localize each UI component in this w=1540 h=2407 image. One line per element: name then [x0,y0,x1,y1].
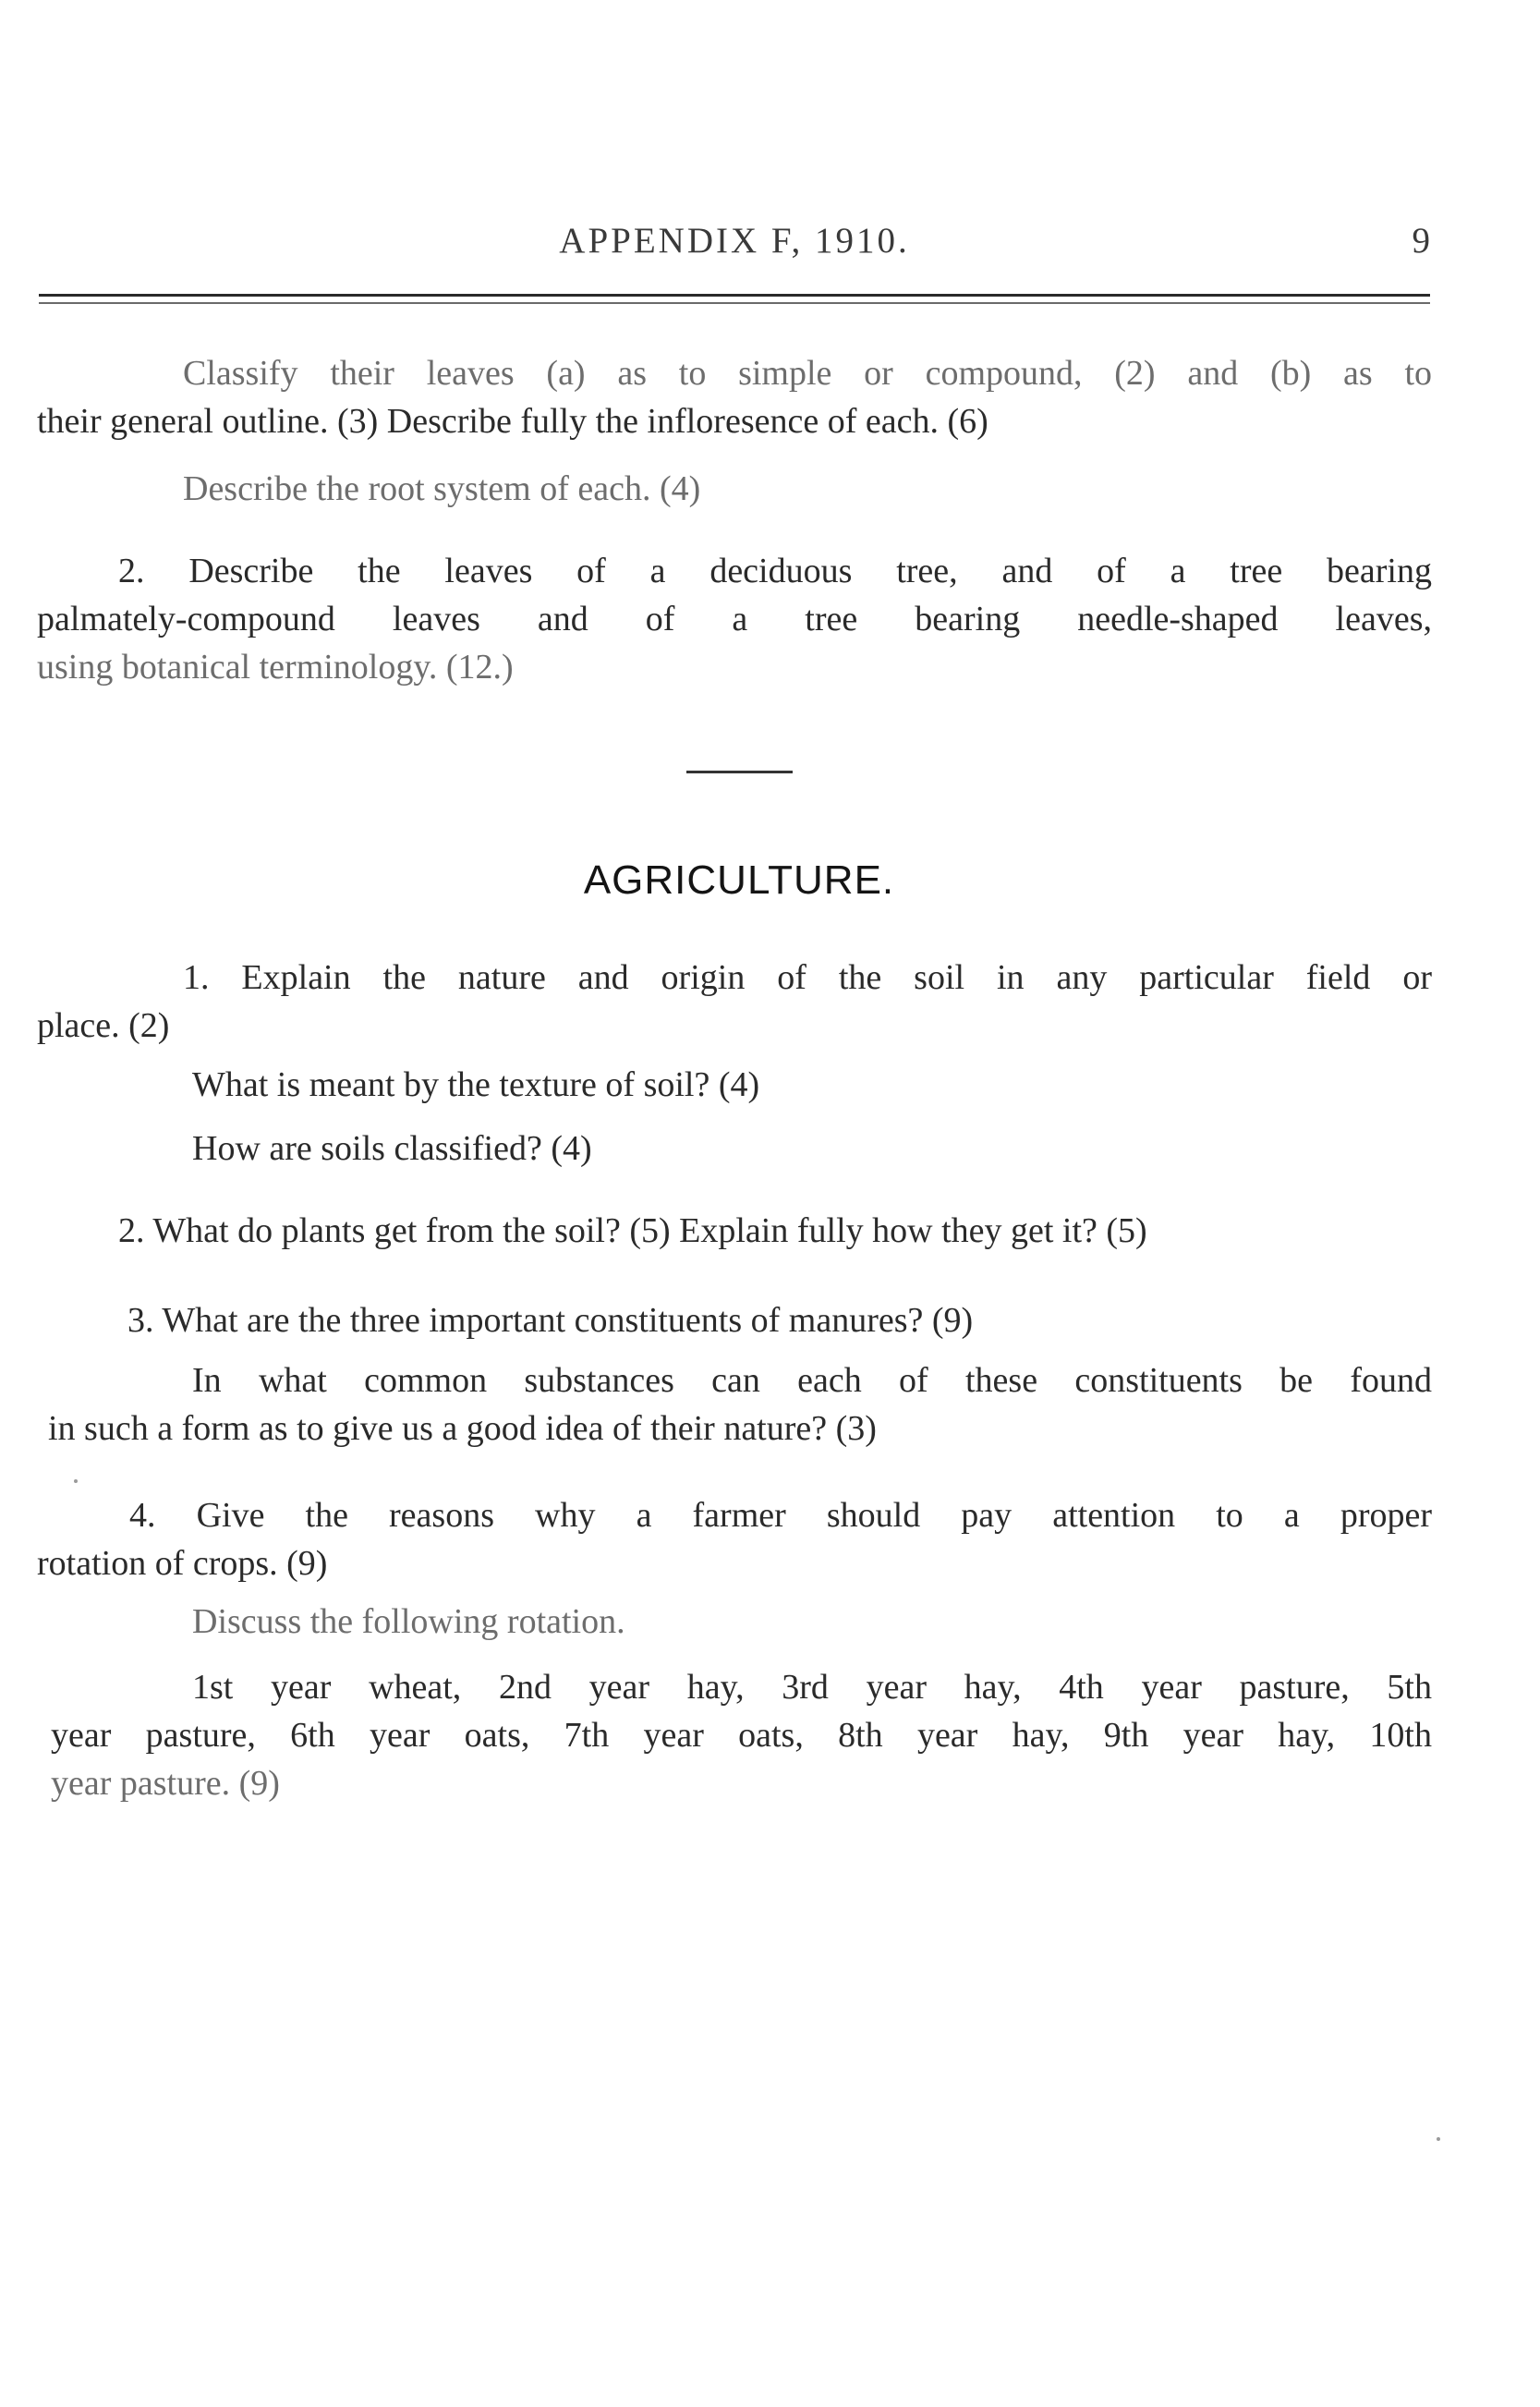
agriculture-question-3 [37,1296,1432,1344]
paragraph-line: 1st year wheat, 2nd year hay, 3rd year hay, 4th year pasture, 5th [192,1668,1432,1707]
paragraph-line: 2. Describe the leaves of a deciduous tree, and of a tree bearing [118,552,1432,590]
paragraph-line: Describe the root system of each. (4) [183,469,701,508]
paragraph-line: What is meant by the texture of soil? (4) [192,1065,760,1104]
paper-speck [1437,2137,1440,2141]
running-head [39,220,1430,275]
paragraph-line: palmately-compound leaves and of a tree bearing needle-shaped leaves, [37,600,1432,638]
botany-paragraph-root-system [37,465,1432,513]
botany-question-2 [37,547,1432,691]
paragraph-line: In what common substances can each of these constituents be found [192,1361,1432,1400]
paragraph-line: 3. What are the three important constituents of manures? (9) [127,1301,974,1340]
section-divider [686,771,793,773]
agriculture-question-1-classified [37,1124,1432,1173]
paragraph-line: year pasture. (9) [51,1764,280,1803]
agriculture-question-4-discuss [37,1598,1432,1646]
paragraph-line: How are soils classified? (4) [192,1129,592,1168]
header-rule-bottom [39,302,1430,304]
paragraph-line: using botanical terminology. (12.) [37,648,514,687]
paper-speck [74,1479,78,1483]
paragraph-line: Discuss the following rotation. [192,1602,625,1641]
page-number: 9 [1412,221,1430,261]
agriculture-question-1-texture [37,1061,1432,1109]
paragraph-line: 4. Give the reasons why a farmer should pay attention to a proper [129,1496,1432,1535]
section-title-agriculture: AGRICULTURE. [583,857,895,903]
agriculture-question-2 [37,1207,1432,1255]
agriculture-question-4-rotation [37,1663,1432,1807]
agriculture-question-3-substances [37,1356,1432,1453]
agriculture-question-1 [37,954,1432,1050]
paragraph-line: 2. What do plants get from the soil? (5) Explain fully how they get it? (5) [118,1211,1147,1250]
agriculture-question-4 [37,1491,1432,1587]
paragraph-line: their general outline. (3) Describe fully the infloresence of each. (6) [37,402,988,441]
paragraph-line: in such a form as to give us a good idea of their nature? (3) [48,1409,877,1448]
paragraph-line: 1. Explain the nature and origin of the soil in any particular field or [183,958,1432,997]
paragraph-line: year pasture, 6th year oats, 7th year oats, 8th year hay, 9th year hay, 10th [51,1716,1432,1755]
header-rule-top [39,294,1430,297]
botany-paragraph-classify [37,349,1432,445]
running-head-title: APPENDIX F, 1910. [559,221,910,261]
paragraph-line: Classify their leaves (a) as to simple or compound, (2) and (b) as to [183,354,1432,393]
paragraph-line: rotation of crops. (9) [37,1544,328,1583]
paragraph-line: place. (2) [37,1006,170,1045]
